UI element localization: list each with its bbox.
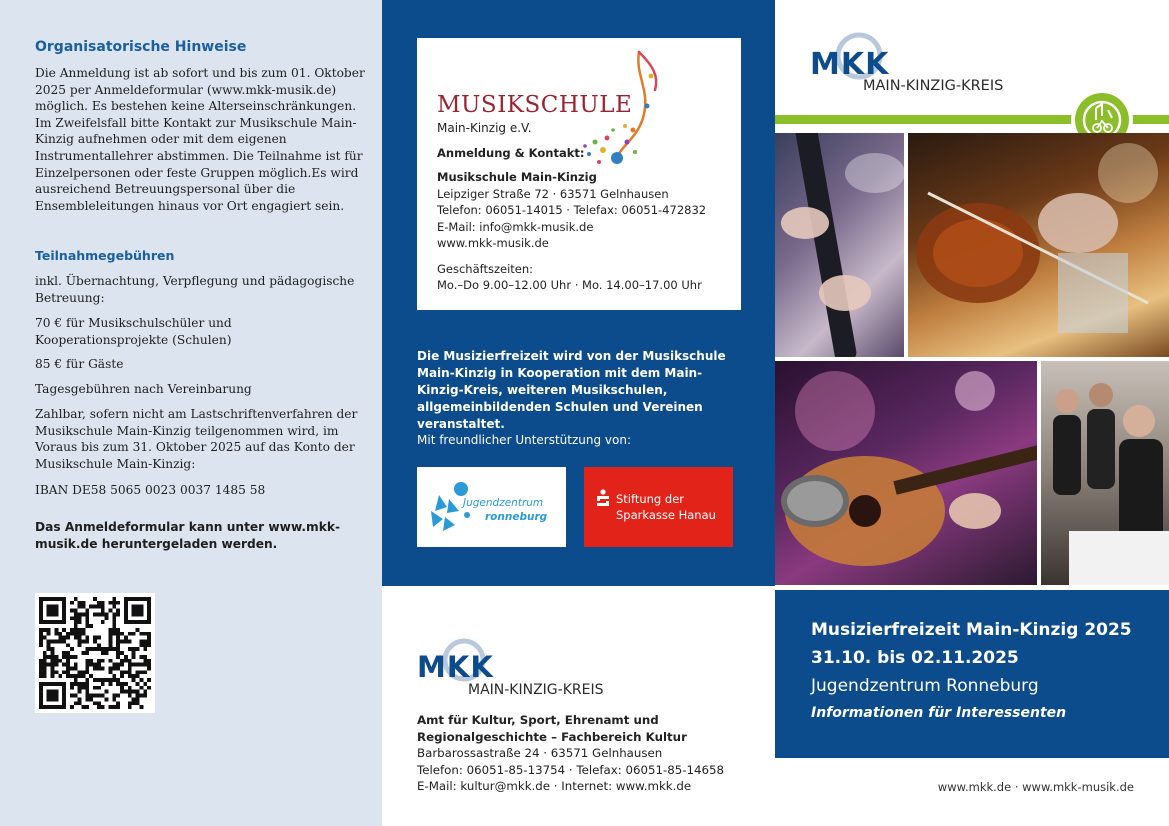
hours: Mo.–Do 9.00–12.00 Uhr · Mo. 14.00–17.00 Uhr — [437, 278, 702, 292]
guitar-illustration — [775, 361, 1037, 585]
fee-daily: Tagesgebühren nach Vereinbarung — [35, 382, 252, 396]
fee-intro: inkl. Übernachtung, Verpflegung und pädagogische Betreuung: — [35, 274, 355, 305]
contact-org: Musikschule Main-Kinzig — [437, 170, 597, 184]
download-note: Das Anmeldeformular kann unter www.mkk-musik.de heruntergeladen werden. — [35, 520, 341, 551]
cooperation-text: Die Musizierfreizeit wird von der Musikschule Main-Kinzig in Kooperation mit dem Main-Kinzig-Kreis, weiteren Musikschulen, allgemeinbildenden Schulen und Vereinen veranstaltet. — [417, 349, 726, 431]
ronneburg-name: ronneburg — [485, 511, 548, 523]
contact-label: Anmeldung & Kontakt: — [437, 146, 585, 160]
photo-choir — [1041, 361, 1169, 585]
middle-panel — [382, 0, 775, 586]
cover-panel — [775, 0, 1169, 826]
iban: IBAN DE58 5065 0023 0037 1485 58 — [35, 483, 266, 497]
musikschule-subtitle: Main-Kinzig e.V. — [437, 121, 532, 135]
hours-label: Geschäftszeiten: — [437, 262, 534, 276]
photo-guitar — [775, 361, 1037, 585]
choir-illustration — [1041, 361, 1169, 585]
clarinet-illustration — [775, 133, 904, 357]
qr-code[interactable] — [35, 593, 155, 713]
contact-web[interactable]: www.mkk-musik.de — [437, 236, 549, 250]
heading-fees: Teilnahmegebühren — [35, 248, 175, 263]
photo-violin — [908, 133, 1169, 357]
cover-dates: 31.10. bis 02.11.2025 — [811, 648, 1019, 668]
mkk-letters-large: MKK — [810, 47, 890, 82]
payment-terms: Zahlbar, sofern nicht am Lastschriftenverfahren der Musikschule Main-Kinzig teilgenommen wird, im Voraus bis zum 31. Oktober 2025 auf das Konto der Musikschule Main-Kinzig: — [35, 407, 358, 471]
mkk-name-large: MAIN-KINZIG-KREIS — [863, 78, 1004, 94]
registration-paragraph: Die Anmeldung ist ab sofort und bis zum 01. Oktober 2025 per Anmeldeformular (www.mkk-musik.de) möglich. Es bestehen keine Alterseinschränkungen. Im Zweifelsfall bitte Kontakt zur Musikschule Main-Kinzig aufnehmen oder mit dem eigenen Instrumentallehrer abstimmen. Die Teilnahme ist für Einzelpersonen oder feste Gruppen möglich.Es wird ausreichend Betreuungspersonal über die Ensembleleitungen hinaus vor Ort engagiert sein. — [35, 66, 365, 213]
qr-code-image — [39, 597, 151, 709]
violin-illustration — [908, 133, 1169, 357]
sparkasse-line2: Sparkasse Hanau — [616, 508, 716, 522]
contact-address: Leipziger Straße 72 · 63571 Gelnhausen — [437, 187, 669, 201]
contact-phone: Telefon: 06051-14015 · Telefax: 06051-472832 — [437, 203, 707, 217]
fee-guests: 85 € für Gäste — [35, 357, 124, 371]
mkk-name-small: MAIN-KINZIG-KREIS — [468, 682, 604, 698]
mkk-contact-panel — [382, 586, 775, 826]
footer-urls[interactable]: www.mkk.de · www.mkk-musik.de — [937, 780, 1134, 794]
fee-students: 70 € für Musikschulschüler und Kooperationsprojekte (Schulen) — [35, 316, 232, 347]
cover-subtitle: Informationen für Interessenten — [811, 705, 1067, 721]
left-panel — [0, 0, 382, 826]
sponsor-jugendzentrum-logo[interactable] — [417, 467, 566, 547]
photo-clarinet — [775, 133, 904, 357]
sparkasse-line1: Stiftung der — [616, 492, 684, 506]
sponsor-sparkasse-logo[interactable] — [584, 467, 733, 547]
office-line1: Amt für Kultur, Sport, Ehrenamt und — [417, 713, 659, 727]
musikschule-title: MUSIKSCHULE — [437, 92, 633, 118]
cover-title: Musizierfreizeit Main-Kinzig 2025 — [811, 620, 1132, 640]
sparkasse-icon — [596, 489, 610, 507]
cover-venue: Jugendzentrum Ronneburg — [811, 676, 1039, 696]
contact-email[interactable]: E-Mail: info@mkk-musik.de — [437, 220, 594, 234]
contact-box — [417, 38, 741, 310]
office-email-web[interactable]: E-Mail: kultur@mkk.de · Internet: www.mkk.de — [417, 779, 692, 793]
office-line2: Regionalgeschichte – Fachbereich Kultur — [417, 730, 687, 744]
title-block — [775, 590, 1169, 758]
jugendzentrum-name: Jugendzentrum — [463, 497, 544, 509]
office-phone: Telefon: 06051-85-13754 · Telefax: 06051-85-14658 — [417, 763, 725, 777]
support-label: Mit freundlicher Unterstützung von: — [417, 433, 632, 447]
mkk-letters-small: MKK — [417, 650, 494, 684]
office-address: Barbarossastraße 24 · 63571 Gelnhausen — [417, 746, 663, 760]
heading-organisatorisches: Organisatorische Hinweise — [35, 39, 247, 55]
